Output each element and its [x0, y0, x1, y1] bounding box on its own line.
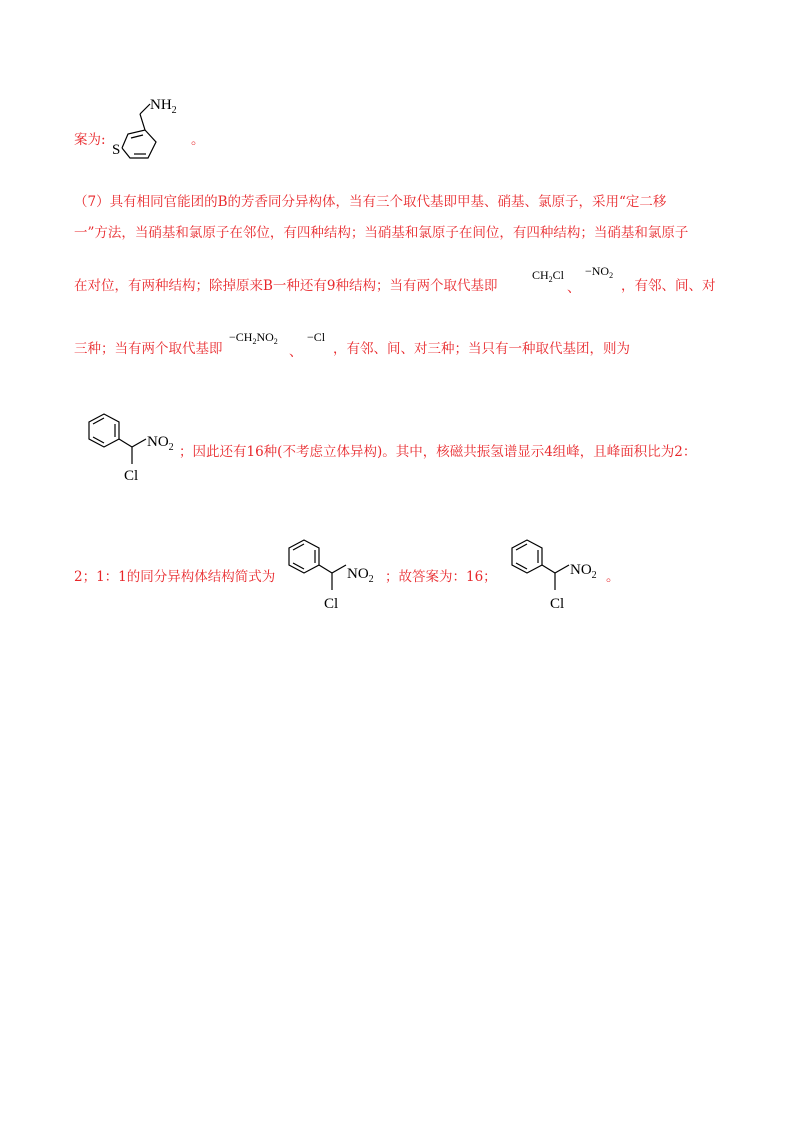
- paragraph-line-2: （7）具有相同官能团的B的芳香同分异构体，当有三个取代基即甲基、硝基、氯原子，采用“定二移: [74, 194, 667, 210]
- no2-group: $-NO_2$: [585, 264, 614, 280]
- cl-label: Cl: [550, 596, 565, 612]
- separator: 、: [289, 344, 303, 360]
- paragraph-line-4b: ，有邻、间、对: [621, 278, 716, 294]
- no2-label: $NO_2$: [147, 434, 174, 453]
- paragraph-line-7a: 2；1：1的同分异构体结构简式为: [74, 569, 276, 585]
- cl-label: Cl: [124, 468, 139, 484]
- paragraph-line-7b: ；故答案为：16；: [385, 569, 497, 585]
- chloronitromethylbenzene-structure-3: [497, 538, 607, 618]
- period: 。: [191, 132, 205, 148]
- cl-label: Cl: [324, 596, 339, 612]
- chloronitromethylbenzene-structure-1: [74, 412, 184, 492]
- no2-label: $NO_2$: [347, 566, 374, 585]
- nh2-label: $NH_2$: [150, 97, 177, 116]
- paragraph-line-6: ；因此还有16种(不考虑立体异构)。其中，核磁共振氢谱显示4组峰，且峰面积比为2：: [179, 444, 697, 460]
- paragraph-line-5b: ，有邻、间、对三种；当只有一种取代基团，则为: [333, 341, 630, 357]
- sulfur-atom-label: S: [112, 142, 121, 158]
- ch2cl-group: $CH_2Cl$: [532, 268, 565, 284]
- thiophene-methanamine-structure: [112, 92, 192, 172]
- paragraph-line-4a: 在对位，有两种结构；除掉原来B一种还有9种结构；当有两个取代基即: [74, 278, 498, 294]
- paragraph-line-3: 一”方法，当硝基和氯原子在邻位，有四种结构；当硝基和氯原子在间位，有四种结构；当硝基和氯原子: [74, 225, 689, 241]
- period: 。: [606, 569, 620, 585]
- ch2no2-group: $-CH_2NO_2$: [229, 330, 278, 346]
- cl-group: −Cl: [307, 330, 326, 344]
- chloronitromethylbenzene-structure-2: [274, 538, 384, 618]
- answer-label: 案为:: [74, 132, 106, 148]
- separator: 、: [567, 280, 581, 296]
- no2-label: $NO_2$: [570, 562, 597, 581]
- paragraph-line-5a: 三种；当有两个取代基即: [74, 341, 223, 357]
